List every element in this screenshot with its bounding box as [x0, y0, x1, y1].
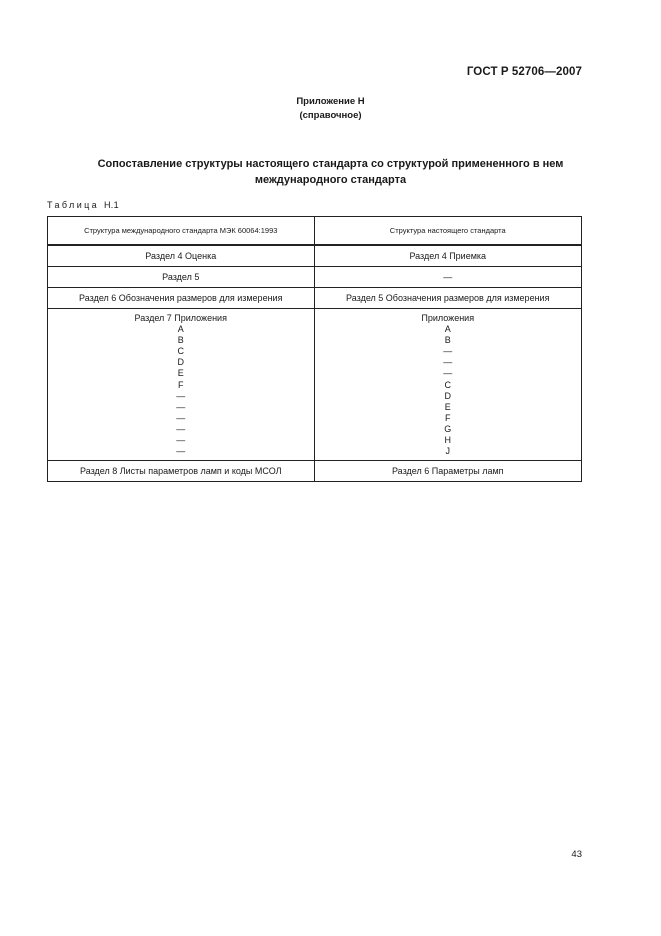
- table-cell: Раздел 6 Обозначения размеров для измерения: [48, 288, 315, 309]
- document-title-line2: международного стандарта: [254, 174, 407, 186]
- column-header-international: Структура международного стандарта МЭК 60064:1993: [48, 217, 315, 246]
- standard-code: ГОСТ Р 52706—2007: [466, 66, 582, 78]
- table-caption-number: Н.1: [104, 200, 119, 210]
- annex-kind: (справочное): [299, 110, 362, 121]
- list-item: C: [444, 379, 451, 390]
- table-row-appendices: [48, 309, 582, 461]
- table-cell: Раздел 8 Листы параметров ламп и коды МСОЛ: [48, 461, 315, 482]
- appendix-list-international: [48, 309, 315, 461]
- table-cell: Раздел 4 Приемка: [314, 245, 582, 267]
- table-cell: Раздел 5: [48, 267, 315, 288]
- list-item: E: [177, 368, 184, 379]
- list-item: J: [445, 446, 450, 457]
- appendix-list-national: [314, 309, 582, 461]
- list-item: A: [177, 324, 184, 335]
- list-item: H: [444, 435, 451, 446]
- document-title: [0, 156, 661, 188]
- annex-heading: [0, 95, 661, 123]
- list-item: C: [177, 346, 184, 357]
- list-item: A: [444, 324, 451, 335]
- list-item: F: [445, 412, 451, 423]
- list-item: D: [444, 390, 451, 401]
- list-item: —: [176, 423, 186, 434]
- table-caption-label: Таблица: [47, 200, 100, 210]
- list-item: —: [176, 390, 186, 401]
- list-item: Раздел 7 Приложения: [134, 313, 227, 323]
- table-header-row: [48, 217, 582, 246]
- table-cell: Раздел 6 Параметры ламп: [314, 461, 582, 482]
- table-row: [48, 267, 582, 288]
- list-item: D: [177, 357, 184, 368]
- list-item: F: [178, 379, 184, 390]
- list-item: —: [443, 357, 453, 368]
- list-item: —: [176, 446, 186, 457]
- table-cell: Раздел 4 Оценка: [48, 245, 315, 267]
- list-item: E: [444, 401, 451, 412]
- table-row: [48, 461, 582, 482]
- list-item: —: [176, 412, 186, 423]
- document-title-line1: Сопоставление структуры настоящего стандарта со структурой примененного в нем: [97, 158, 564, 170]
- table-row: [48, 245, 582, 267]
- list-item: —: [176, 435, 186, 446]
- annex-title: Приложение Н: [296, 96, 365, 107]
- list-item: —: [176, 401, 186, 412]
- list-item: G: [444, 423, 452, 434]
- page-number: 43: [571, 849, 582, 860]
- list-item: —: [443, 346, 453, 357]
- column-header-national: Структура настоящего стандарта: [314, 217, 582, 246]
- comparison-table: [47, 216, 582, 482]
- list-item: B: [177, 335, 184, 346]
- list-item: B: [444, 335, 451, 346]
- table-cell: Раздел 5 Обозначения размеров для измерения: [314, 288, 582, 309]
- table-row: [48, 288, 582, 309]
- table-cell: —: [314, 267, 582, 288]
- table-caption: [47, 200, 119, 210]
- list-item: Приложения: [421, 313, 475, 323]
- list-item: —: [443, 368, 453, 379]
